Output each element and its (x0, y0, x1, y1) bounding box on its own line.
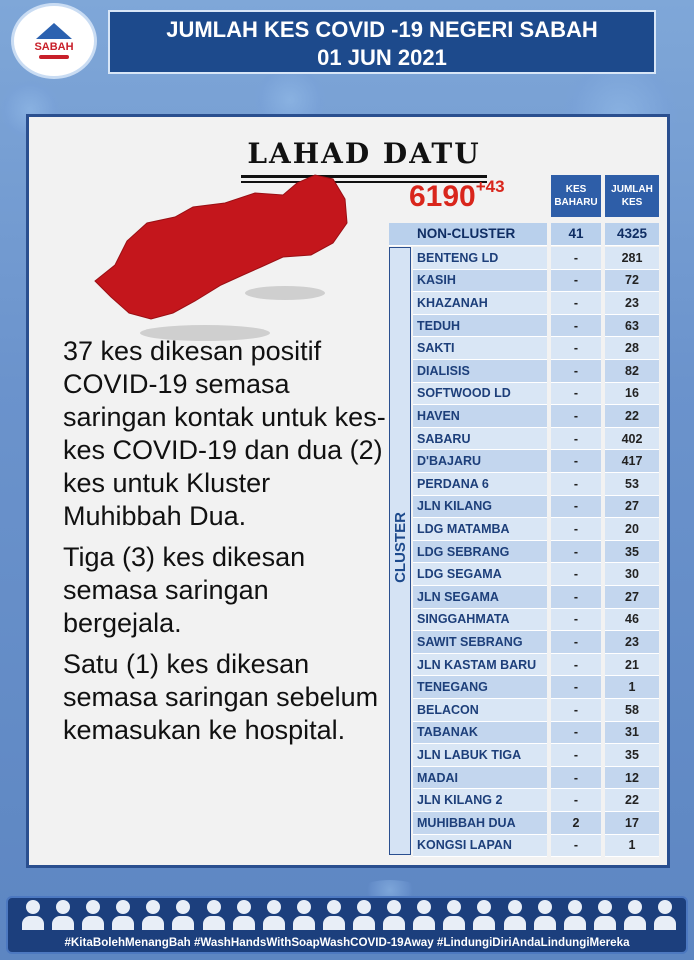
row-name: NON-CLUSTER (389, 223, 547, 246)
table-row (389, 541, 659, 564)
row-total-cases: 46 (605, 609, 659, 632)
row-new-cases: - (551, 270, 601, 293)
table-row (389, 337, 659, 360)
row-total-cases: 4325 (605, 223, 659, 246)
row-name: KASIH (413, 270, 547, 293)
table-row (389, 767, 659, 790)
row-new-cases: - (551, 337, 601, 360)
row-new-cases: - (551, 744, 601, 767)
person-icon (443, 900, 465, 930)
row-total-cases: 281 (605, 247, 659, 270)
district-map (85, 173, 365, 343)
person-icon (142, 900, 164, 930)
person-icon (473, 900, 495, 930)
person-icon (383, 900, 405, 930)
row-total-cases: 20 (605, 518, 659, 541)
row-new-cases: - (551, 586, 601, 609)
description-paragraph: Tiga (3) kes dikesan semasa saringan bergejala. (63, 542, 306, 638)
row-total-cases: 82 (605, 360, 659, 383)
total-cases (409, 177, 505, 214)
row-name: TEDUH (413, 315, 547, 338)
row-total-cases: 1 (605, 676, 659, 699)
logo-text: SABAH (34, 41, 74, 53)
row-name: D'BAJARU (413, 450, 547, 473)
row-name: HAVEN (413, 405, 547, 428)
row-name: LDG MATAMBA (413, 518, 547, 541)
row-new-cases: - (551, 699, 601, 722)
hashtags: #KitaBolehMenangBah #WashHandsWithSoapWashCOVID-19Away #LindungiDiriAndaLindungiMereka (64, 936, 630, 949)
row-new-cases: - (551, 722, 601, 745)
table-row (389, 789, 659, 812)
row-total-cases: 23 (605, 631, 659, 654)
row-name: PERDANA 6 (413, 473, 547, 496)
table-row (389, 563, 659, 586)
table-row (389, 609, 659, 632)
row-name: JLN LABUK TIGA (413, 744, 547, 767)
person-icon (203, 900, 225, 930)
row-total-cases: 31 (605, 722, 659, 745)
row-new-cases: - (551, 835, 601, 858)
table-row (389, 654, 659, 677)
row-total-cases: 402 (605, 428, 659, 451)
person-icon (564, 900, 586, 930)
row-total-cases: 63 (605, 315, 659, 338)
person-icon (112, 900, 134, 930)
table-row (389, 360, 659, 383)
person-icon (172, 900, 194, 930)
person-icon (654, 900, 676, 930)
new-count: +43 (475, 177, 505, 196)
non-cluster-row (389, 223, 659, 246)
row-name: SOFTWOOD LD (413, 383, 547, 406)
table-row (389, 473, 659, 496)
person-icon (82, 900, 104, 930)
person-icon (52, 900, 74, 930)
row-name: JLN SEGAMA (413, 586, 547, 609)
row-name: BENTENG LD (413, 247, 547, 270)
person-icon (594, 900, 616, 930)
table-row (389, 383, 659, 406)
row-total-cases: 1 (605, 835, 659, 858)
table-row (389, 292, 659, 315)
row-new-cases: - (551, 563, 601, 586)
cluster-label-text: CLUSTER (391, 511, 409, 583)
person-icon (534, 900, 556, 930)
table-row (389, 812, 659, 835)
row-new-cases: - (551, 383, 601, 406)
person-icon (413, 900, 435, 930)
row-total-cases: 417 (605, 450, 659, 473)
row-name: TENEGANG (413, 676, 547, 699)
district-title: LAHAD DATU (247, 137, 481, 170)
row-name: JLN KASTAM BARU (413, 654, 547, 677)
column-header-kes-baharu: KES BAHARU (551, 175, 601, 217)
row-total-cases: 22 (605, 405, 659, 428)
row-new-cases: - (551, 631, 601, 654)
person-icon (353, 900, 375, 930)
person-icon (504, 900, 526, 930)
table-row (389, 722, 659, 745)
row-name: MUHIBBAH DUA (413, 812, 547, 835)
row-new-cases: - (551, 496, 601, 519)
row-new-cases: - (551, 609, 601, 632)
description-paragraph: Satu (1) kes dikesan semasa saringan sebelum kemasukan ke hospital. (63, 649, 379, 745)
row-name: SABARU (413, 428, 547, 451)
row-total-cases: 12 (605, 767, 659, 790)
title-line1: JUMLAH KES COVID -19 NEGERI SABAH (166, 17, 598, 42)
sabah-logo (14, 6, 94, 76)
row-total-cases: 53 (605, 473, 659, 496)
row-new-cases: - (551, 473, 601, 496)
table-row (389, 496, 659, 519)
row-total-cases: 72 (605, 270, 659, 293)
mountain-icon (36, 23, 72, 39)
table-row (389, 450, 659, 473)
row-new-cases: 2 (551, 812, 601, 835)
row-new-cases: - (551, 518, 601, 541)
row-total-cases: 30 (605, 563, 659, 586)
people-icons (22, 900, 676, 934)
row-name: KONGSI LAPAN (413, 835, 547, 858)
row-new-cases: - (551, 428, 601, 451)
row-total-cases: 17 (605, 812, 659, 835)
row-name: LDG SEBRANG (413, 541, 547, 564)
table-row (389, 835, 659, 858)
footer-banner (6, 896, 688, 954)
row-total-cases: 27 (605, 586, 659, 609)
row-total-cases: 23 (605, 292, 659, 315)
main-panel (26, 114, 670, 868)
table-row (389, 247, 659, 270)
table-row (389, 586, 659, 609)
person-icon (263, 900, 285, 930)
row-new-cases: - (551, 360, 601, 383)
description-paragraph: 37 kes dikesan positif COVID-19 semasa saringan kontak untuk kes-kes COVID-19 dan dua (2) kes untuk Kluster Muhibbah Dua. (63, 336, 386, 531)
person-icon (323, 900, 345, 930)
cumulative-count: 6190 (409, 180, 476, 213)
row-new-cases: - (551, 541, 601, 564)
table-row (389, 631, 659, 654)
person-icon (22, 900, 44, 930)
table-row (389, 676, 659, 699)
row-name: SINGGAHMATA (413, 609, 547, 632)
table-row (389, 270, 659, 293)
row-name: LDG SEGAMA (413, 563, 547, 586)
row-new-cases: - (551, 292, 601, 315)
row-total-cases: 16 (605, 383, 659, 406)
table-row (389, 428, 659, 451)
row-total-cases: 35 (605, 744, 659, 767)
row-new-cases: - (551, 767, 601, 790)
row-name: BELACON (413, 699, 547, 722)
row-new-cases: - (551, 654, 601, 677)
page-title (108, 10, 656, 74)
case-description (63, 335, 393, 755)
column-header-jumlah-kes: JUMLAH KES (605, 175, 659, 217)
person-icon (233, 900, 255, 930)
table-row (389, 405, 659, 428)
table-row (389, 744, 659, 767)
row-new-cases: - (551, 405, 601, 428)
row-name: SAWIT SEBRANG (413, 631, 547, 654)
row-name: SAKTI (413, 337, 547, 360)
row-total-cases: 21 (605, 654, 659, 677)
swoosh-icon (39, 55, 69, 59)
row-total-cases: 22 (605, 789, 659, 812)
row-new-cases: - (551, 450, 601, 473)
row-name: KHAZANAH (413, 292, 547, 315)
row-new-cases: - (551, 789, 601, 812)
row-new-cases: - (551, 676, 601, 699)
row-new-cases: - (551, 315, 601, 338)
person-icon (624, 900, 646, 930)
person-icon (293, 900, 315, 930)
table-row (389, 699, 659, 722)
row-total-cases: 27 (605, 496, 659, 519)
row-name: MADAI (413, 767, 547, 790)
row-name: JLN KILANG 2 (413, 789, 547, 812)
row-new-cases: - (551, 247, 601, 270)
title-date: 01 JUN 2021 (317, 45, 447, 70)
row-new-cases: 41 (551, 223, 601, 246)
row-name: TABANAK (413, 722, 547, 745)
row-name: DIALISIS (413, 360, 547, 383)
row-total-cases: 58 (605, 699, 659, 722)
table-row (389, 518, 659, 541)
row-total-cases: 28 (605, 337, 659, 360)
row-name: JLN KILANG (413, 496, 547, 519)
row-total-cases: 35 (605, 541, 659, 564)
table-row (389, 315, 659, 338)
